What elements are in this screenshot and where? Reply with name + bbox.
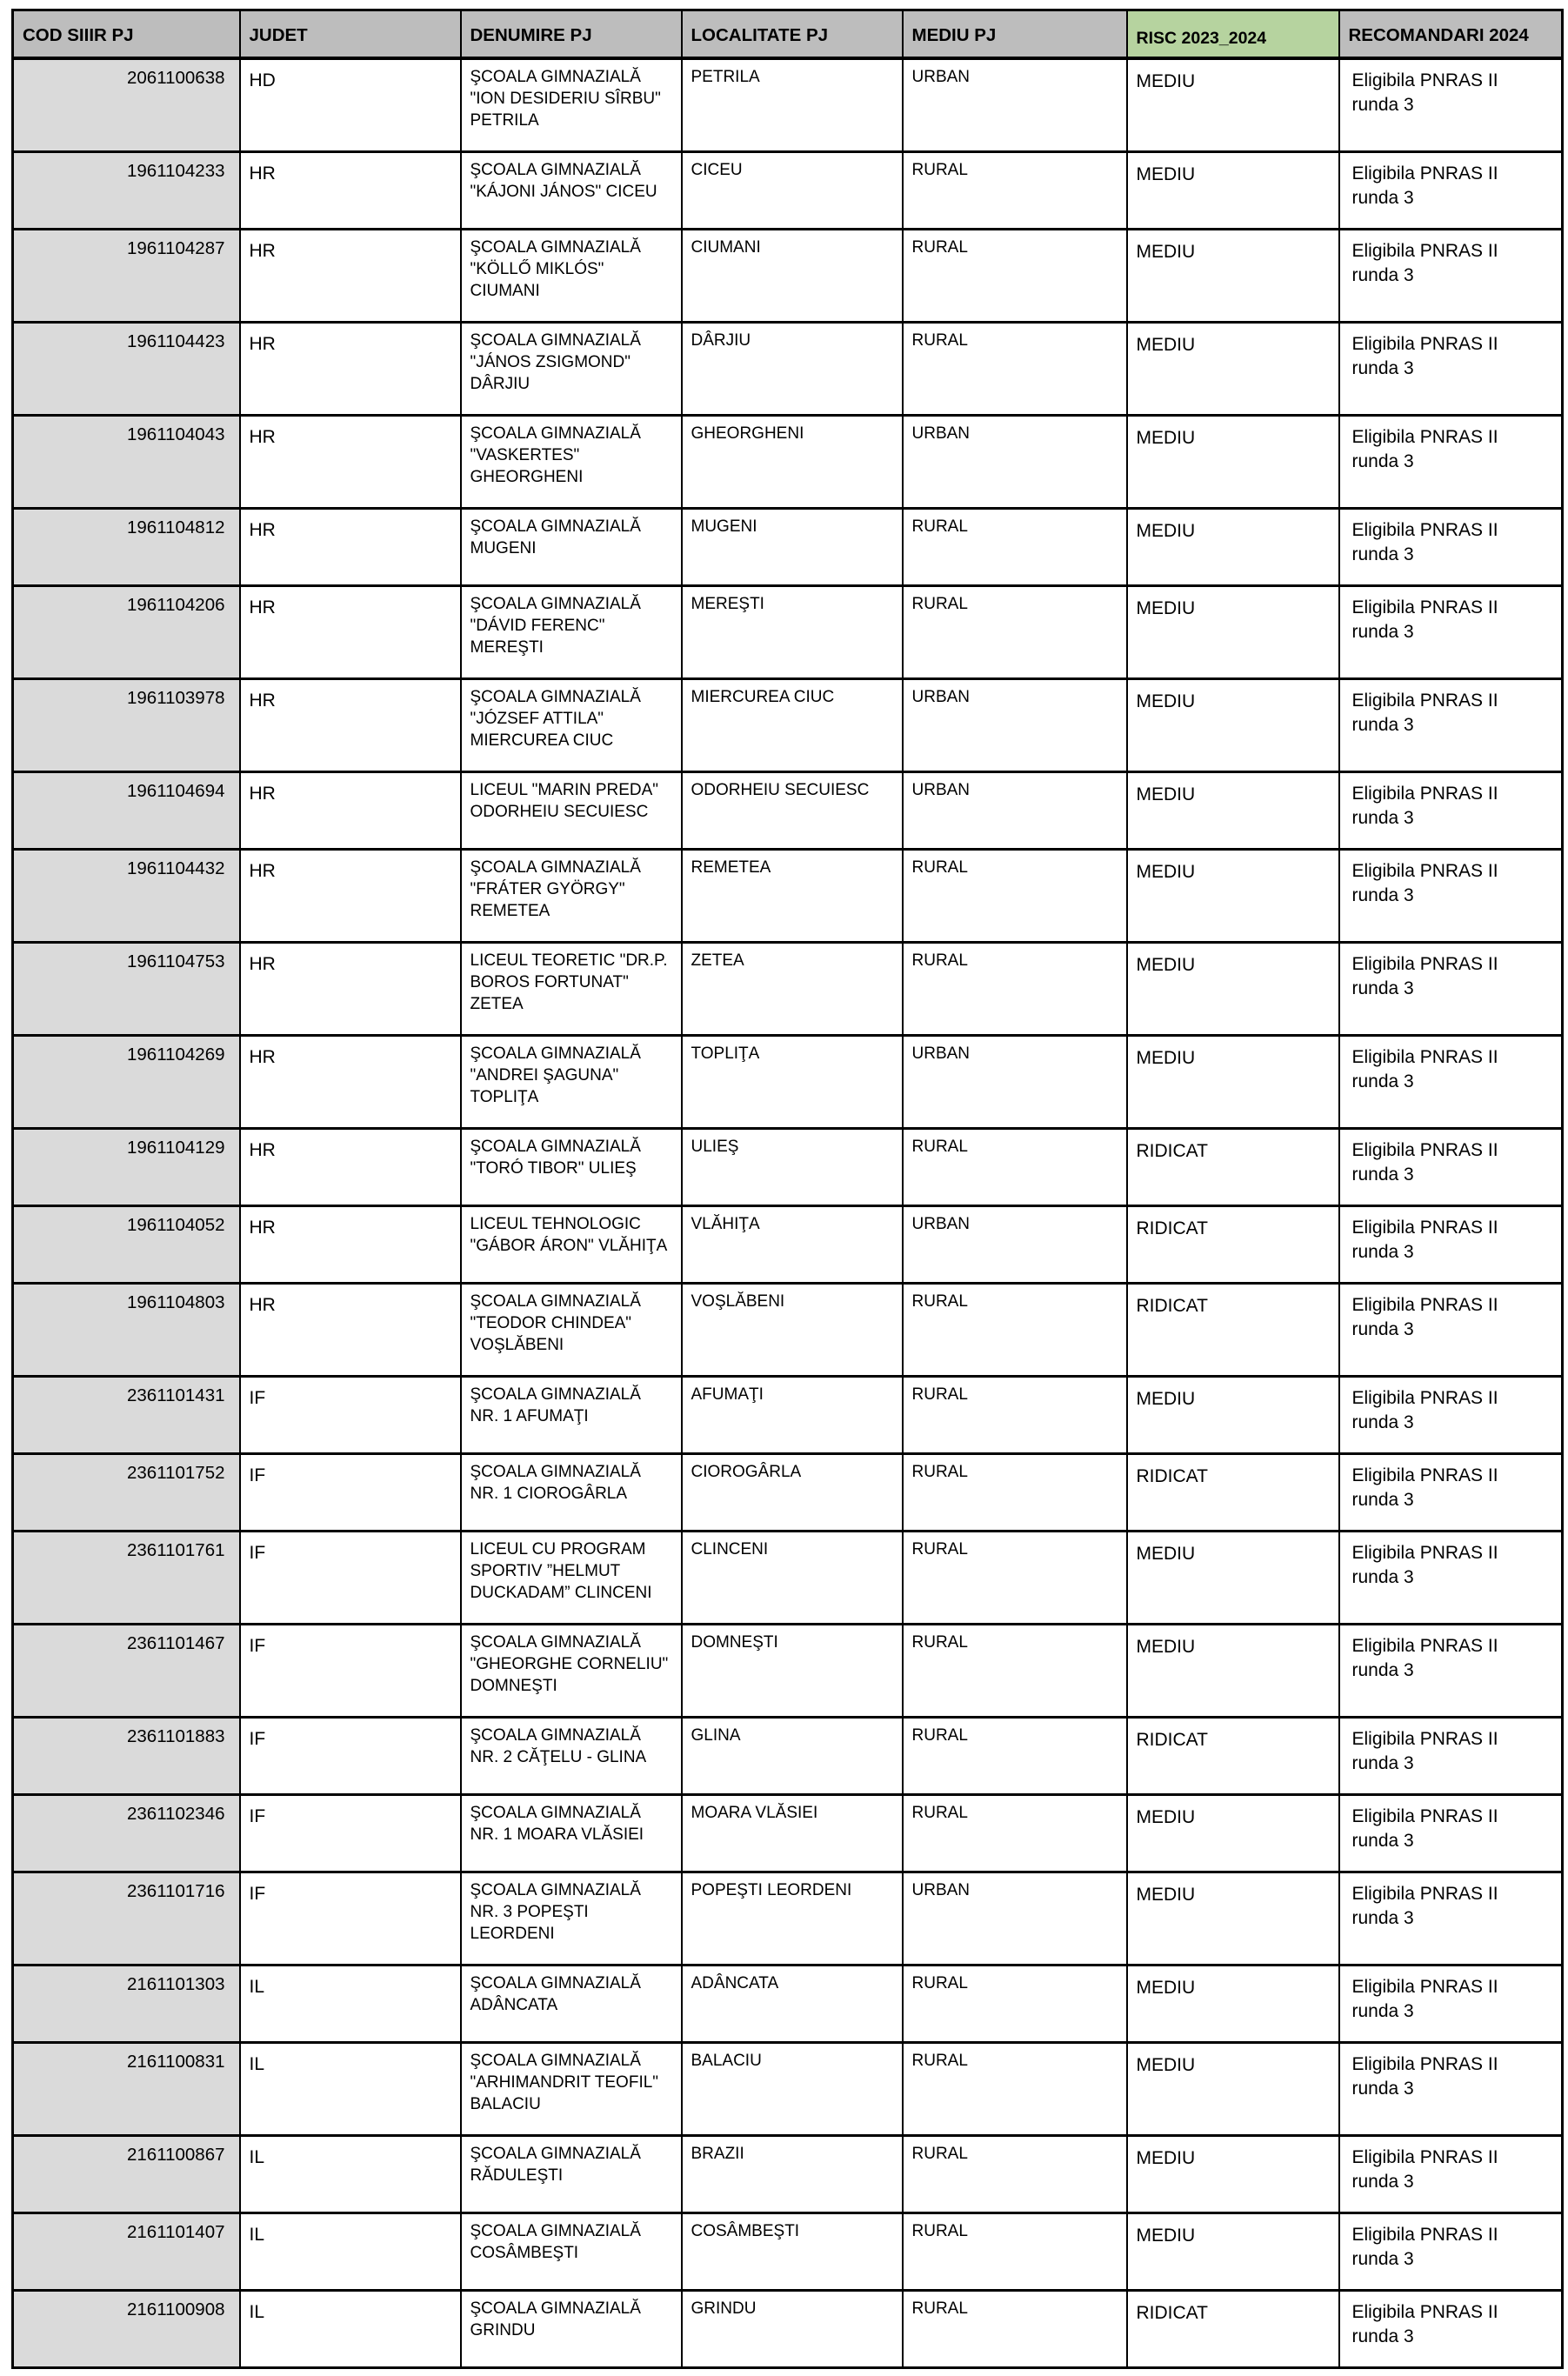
cell-recomandari: Eligibila PNRAS II runda 3 — [1339, 1284, 1563, 1377]
cell-localitate: ULIEŞ — [682, 1129, 903, 1206]
cell-mediu: RURAL — [903, 586, 1127, 679]
cell-recomandari: Eligibila PNRAS II runda 3 — [1339, 1532, 1563, 1625]
cell-mediu: RURAL — [903, 323, 1127, 416]
cell-denumire: ŞCOALA GIMNAZIALĂ "TEODOR CHINDEA" VOŞLĂBENI — [461, 1284, 682, 1377]
cell-denumire: ŞCOALA GIMNAZIALĂ NR. 1 MOARA VLĂSIEI — [461, 1795, 682, 1872]
table-row — [13, 1284, 1563, 1377]
cell-localitate: BRAZII — [682, 2136, 903, 2213]
cell-recomandari: Eligibila PNRAS II runda 3 — [1339, 1718, 1563, 1795]
cell-localitate: CICEU — [682, 152, 903, 230]
cell-cod-siiir: 1961104432 — [13, 850, 240, 943]
col-header-recomandari-2024: RECOMANDARI 2024 — [1339, 10, 1563, 59]
header-row — [13, 10, 1563, 59]
cell-denumire: ŞCOALA GIMNAZIALĂ "ARHIMANDRIT TEOFIL" BALACIU — [461, 2043, 682, 2136]
cell-recomandari: Eligibila PNRAS II runda 3 — [1339, 943, 1563, 1036]
cell-recomandari: Eligibila PNRAS II runda 3 — [1339, 2291, 1563, 2368]
cell-localitate: TOPLIŢA — [682, 1036, 903, 1129]
schools-risk-table — [11, 9, 1564, 2369]
table-row — [13, 1718, 1563, 1795]
cell-localitate: GHEORGHENI — [682, 416, 903, 509]
table-row — [13, 416, 1563, 509]
cell-denumire: ŞCOALA GIMNAZIALĂ "VASKERTES" GHEORGHENI — [461, 416, 682, 509]
col-header-judet: JUDET — [240, 10, 461, 59]
cell-judet: IF — [240, 1625, 461, 1718]
col-header-denumire-pj: DENUMIRE PJ — [461, 10, 682, 59]
cell-judet: HR — [240, 1284, 461, 1377]
cell-cod-siiir: 2361101467 — [13, 1625, 240, 1718]
cell-mediu: RURAL — [903, 1532, 1127, 1625]
cell-cod-siiir: 2361101883 — [13, 1718, 240, 1795]
cell-mediu: RURAL — [903, 1454, 1127, 1532]
cell-cod-siiir: 1961104753 — [13, 943, 240, 1036]
cell-denumire: ŞCOALA GIMNAZIALĂ NR. 3 POPEŞTI LEORDENI — [461, 1872, 682, 1966]
cell-localitate: ODORHEIU SECUIESC — [682, 772, 903, 850]
cell-risc: MEDIU — [1127, 1966, 1339, 2043]
cell-risc: MEDIU — [1127, 152, 1339, 230]
cell-localitate: DOMNEŞTI — [682, 1625, 903, 1718]
cell-risc: MEDIU — [1127, 679, 1339, 772]
cell-cod-siiir: 2161100867 — [13, 2136, 240, 2213]
cell-mediu: URBAN — [903, 1206, 1127, 1284]
cell-localitate: GLINA — [682, 1718, 903, 1795]
cell-judet: IF — [240, 1454, 461, 1532]
cell-risc: MEDIU — [1127, 1532, 1339, 1625]
cell-risc: MEDIU — [1127, 1036, 1339, 1129]
cell-risc: MEDIU — [1127, 1377, 1339, 1454]
cell-denumire: ŞCOALA GIMNAZIALĂ "JÓZSEF ATTILA" MIERCUREA CIUC — [461, 679, 682, 772]
cell-risc: RIDICAT — [1127, 1718, 1339, 1795]
cell-denumire: ŞCOALA GIMNAZIALĂ ADÂNCATA — [461, 1966, 682, 2043]
cell-denumire: ŞCOALA GIMNAZIALĂ "KÁJONI JÁNOS" CICEU — [461, 152, 682, 230]
table-row — [13, 1532, 1563, 1625]
cell-localitate: AFUMAŢI — [682, 1377, 903, 1454]
cell-denumire: LICEUL CU PROGRAM SPORTIV ”HELMUT DUCKADAM” CLINCENI — [461, 1532, 682, 1625]
cell-mediu: RURAL — [903, 230, 1127, 323]
cell-localitate: ADÂNCATA — [682, 1966, 903, 2043]
cell-risc: MEDIU — [1127, 58, 1339, 152]
cell-mediu: URBAN — [903, 1872, 1127, 1966]
cell-denumire: ŞCOALA GIMNAZIALĂ "TORÓ TIBOR" ULIEŞ — [461, 1129, 682, 1206]
cell-denumire: ŞCOALA GIMNAZIALĂ "KÖLLŐ MIKLÓS" CIUMANI — [461, 230, 682, 323]
cell-denumire: ŞCOALA GIMNAZIALĂ NR. 1 CIOROGÂRLA — [461, 1454, 682, 1532]
cell-judet: IF — [240, 1377, 461, 1454]
cell-mediu: RURAL — [903, 2213, 1127, 2291]
cell-mediu: RURAL — [903, 943, 1127, 1036]
cell-recomandari: Eligibila PNRAS II runda 3 — [1339, 416, 1563, 509]
cell-localitate: ZETEA — [682, 943, 903, 1036]
col-header-cod-siiir-pj: COD SIIIR PJ — [13, 10, 240, 59]
cell-mediu: RURAL — [903, 152, 1127, 230]
cell-cod-siiir: 2161100908 — [13, 2291, 240, 2368]
cell-cod-siiir: 2161101303 — [13, 1966, 240, 2043]
cell-recomandari: Eligibila PNRAS II runda 3 — [1339, 1625, 1563, 1718]
cell-judet: IL — [240, 2043, 461, 2136]
cell-judet: IF — [240, 1872, 461, 1966]
cell-recomandari: Eligibila PNRAS II runda 3 — [1339, 772, 1563, 850]
table-row — [13, 2213, 1563, 2291]
col-header-mediu-pj: MEDIU PJ — [903, 10, 1127, 59]
cell-cod-siiir: 1961104812 — [13, 509, 240, 586]
cell-denumire: ŞCOALA GIMNAZIALĂ RĂDULEŞTI — [461, 2136, 682, 2213]
table-row — [13, 152, 1563, 230]
table-row — [13, 1206, 1563, 1284]
cell-denumire: ŞCOALA GIMNAZIALĂ "DÁVID FERENC" MEREŞTI — [461, 586, 682, 679]
cell-localitate: CIOROGÂRLA — [682, 1454, 903, 1532]
cell-mediu: RURAL — [903, 2136, 1127, 2213]
cell-denumire: LICEUL TEORETIC "DR.P. BOROS FORTUNAT" ZETEA — [461, 943, 682, 1036]
table-row — [13, 2136, 1563, 2213]
cell-recomandari: Eligibila PNRAS II runda 3 — [1339, 2043, 1563, 2136]
cell-risc: MEDIU — [1127, 772, 1339, 850]
cell-localitate: CIUMANI — [682, 230, 903, 323]
cell-risc: MEDIU — [1127, 509, 1339, 586]
cell-judet: HR — [240, 1206, 461, 1284]
cell-recomandari: Eligibila PNRAS II runda 3 — [1339, 1129, 1563, 1206]
cell-denumire: LICEUL TEHNOLOGIC "GÁBOR ÁRON" VLĂHIŢA — [461, 1206, 682, 1284]
cell-risc: MEDIU — [1127, 323, 1339, 416]
cell-mediu: RURAL — [903, 1625, 1127, 1718]
cell-localitate: COSÂMBEŞTI — [682, 2213, 903, 2291]
cell-mediu: RURAL — [903, 1966, 1127, 2043]
cell-mediu: URBAN — [903, 679, 1127, 772]
cell-judet: HR — [240, 850, 461, 943]
cell-judet: HR — [240, 1036, 461, 1129]
cell-judet: HR — [240, 679, 461, 772]
cell-judet: HR — [240, 1129, 461, 1206]
cell-recomandari: Eligibila PNRAS II runda 3 — [1339, 850, 1563, 943]
table-row — [13, 1872, 1563, 1966]
table-row — [13, 1625, 1563, 1718]
cell-recomandari: Eligibila PNRAS II runda 3 — [1339, 679, 1563, 772]
table-row — [13, 679, 1563, 772]
cell-risc: RIDICAT — [1127, 2291, 1339, 2368]
table-row — [13, 509, 1563, 586]
cell-judet: HD — [240, 58, 461, 152]
table-row — [13, 230, 1563, 323]
cell-cod-siiir: 2061100638 — [13, 58, 240, 152]
table-row — [13, 58, 1563, 152]
cell-localitate: VLĂHIŢA — [682, 1206, 903, 1284]
cell-judet: HR — [240, 323, 461, 416]
cell-mediu: URBAN — [903, 416, 1127, 509]
col-header-localitate-pj: LOCALITATE PJ — [682, 10, 903, 59]
cell-denumire: ŞCOALA GIMNAZIALĂ "FRÁTER GYÖRGY" REMETEA — [461, 850, 682, 943]
cell-judet: IL — [240, 2213, 461, 2291]
cell-denumire: ŞCOALA GIMNAZIALĂ MUGENI — [461, 509, 682, 586]
cell-risc: MEDIU — [1127, 586, 1339, 679]
cell-judet: HR — [240, 509, 461, 586]
cell-judet: IF — [240, 1532, 461, 1625]
table-row — [13, 2043, 1563, 2136]
cell-cod-siiir: 1961104129 — [13, 1129, 240, 1206]
cell-mediu: URBAN — [903, 1036, 1127, 1129]
cell-recomandari: Eligibila PNRAS II runda 3 — [1339, 1036, 1563, 1129]
cell-judet: IF — [240, 1795, 461, 1872]
cell-judet: HR — [240, 943, 461, 1036]
cell-risc: RIDICAT — [1127, 1206, 1339, 1284]
cell-recomandari: Eligibila PNRAS II runda 3 — [1339, 2136, 1563, 2213]
cell-cod-siiir: 1961104287 — [13, 230, 240, 323]
cell-cod-siiir: 1961104206 — [13, 586, 240, 679]
cell-localitate: POPEŞTI LEORDENI — [682, 1872, 903, 1966]
cell-judet: HR — [240, 152, 461, 230]
table-row — [13, 323, 1563, 416]
table-row — [13, 1377, 1563, 1454]
cell-localitate: CLINCENI — [682, 1532, 903, 1625]
cell-cod-siiir: 2361101716 — [13, 1872, 240, 1966]
cell-judet: IL — [240, 2291, 461, 2368]
cell-recomandari: Eligibila PNRAS II runda 3 — [1339, 58, 1563, 152]
cell-denumire: ŞCOALA GIMNAZIALĂ "GHEORGHE CORNELIU" DOMNEŞTI — [461, 1625, 682, 1718]
cell-risc: MEDIU — [1127, 2136, 1339, 2213]
cell-cod-siiir: 1961104052 — [13, 1206, 240, 1284]
cell-recomandari: Eligibila PNRAS II runda 3 — [1339, 152, 1563, 230]
cell-recomandari: Eligibila PNRAS II runda 3 — [1339, 230, 1563, 323]
cell-mediu: RURAL — [903, 1718, 1127, 1795]
cell-judet: HR — [240, 230, 461, 323]
cell-risc: RIDICAT — [1127, 1454, 1339, 1532]
cell-risc: MEDIU — [1127, 1625, 1339, 1718]
cell-judet: IF — [240, 1718, 461, 1795]
cell-mediu: RURAL — [903, 2043, 1127, 2136]
cell-denumire: ŞCOALA GIMNAZIALĂ COSÂMBEŞTI — [461, 2213, 682, 2291]
cell-localitate: MOARA VLĂSIEI — [682, 1795, 903, 1872]
cell-mediu: RURAL — [903, 1129, 1127, 1206]
cell-denumire: ŞCOALA GIMNAZIALĂ "JÁNOS ZSIGMOND" DÂRJIU — [461, 323, 682, 416]
cell-localitate: MUGENI — [682, 509, 903, 586]
spreadsheet-page — [11, 9, 1561, 2369]
col-header-risc-2023-2024: RISC 2023_2024 — [1127, 10, 1339, 59]
cell-cod-siiir: 1961103978 — [13, 679, 240, 772]
cell-cod-siiir: 2161101407 — [13, 2213, 240, 2291]
cell-mediu: RURAL — [903, 509, 1127, 586]
cell-recomandari: Eligibila PNRAS II runda 3 — [1339, 1377, 1563, 1454]
cell-mediu: RURAL — [903, 1377, 1127, 1454]
cell-risc: MEDIU — [1127, 416, 1339, 509]
cell-risc: MEDIU — [1127, 230, 1339, 323]
cell-risc: MEDIU — [1127, 943, 1339, 1036]
cell-cod-siiir: 1961104694 — [13, 772, 240, 850]
table-row — [13, 2291, 1563, 2368]
cell-risc: MEDIU — [1127, 2213, 1339, 2291]
cell-denumire: ŞCOALA GIMNAZIALĂ GRINDU — [461, 2291, 682, 2368]
cell-cod-siiir: 1961104803 — [13, 1284, 240, 1377]
cell-cod-siiir: 2161100831 — [13, 2043, 240, 2136]
cell-mediu: RURAL — [903, 1795, 1127, 1872]
cell-mediu: URBAN — [903, 58, 1127, 152]
cell-recomandari: Eligibila PNRAS II runda 3 — [1339, 1966, 1563, 2043]
table-row — [13, 586, 1563, 679]
cell-judet: HR — [240, 772, 461, 850]
cell-judet: IL — [240, 2136, 461, 2213]
cell-denumire: ŞCOALA GIMNAZIALĂ "ION DESIDERIU SÎRBU" PETRILA — [461, 58, 682, 152]
cell-localitate: DÂRJIU — [682, 323, 903, 416]
cell-recomandari: Eligibila PNRAS II runda 3 — [1339, 1206, 1563, 1284]
cell-denumire: ŞCOALA GIMNAZIALĂ NR. 1 AFUMAŢI — [461, 1377, 682, 1454]
table-row — [13, 1454, 1563, 1532]
cell-recomandari: Eligibila PNRAS II runda 3 — [1339, 586, 1563, 679]
cell-cod-siiir: 1961104233 — [13, 152, 240, 230]
cell-localitate: VOŞLĂBENI — [682, 1284, 903, 1377]
cell-recomandari: Eligibila PNRAS II runda 3 — [1339, 509, 1563, 586]
table-row — [13, 943, 1563, 1036]
table-row — [13, 1795, 1563, 1872]
cell-risc: MEDIU — [1127, 2043, 1339, 2136]
cell-judet: IL — [240, 1966, 461, 2043]
cell-cod-siiir: 2361101431 — [13, 1377, 240, 1454]
cell-recomandari: Eligibila PNRAS II runda 3 — [1339, 2213, 1563, 2291]
table-row — [13, 850, 1563, 943]
cell-denumire: LICEUL "MARIN PREDA" ODORHEIU SECUIESC — [461, 772, 682, 850]
cell-localitate: PETRILA — [682, 58, 903, 152]
cell-risc: RIDICAT — [1127, 1284, 1339, 1377]
cell-cod-siiir: 1961104269 — [13, 1036, 240, 1129]
table-row — [13, 1129, 1563, 1206]
cell-judet: HR — [240, 416, 461, 509]
cell-cod-siiir: 1961104423 — [13, 323, 240, 416]
cell-recomandari: Eligibila PNRAS II runda 3 — [1339, 1454, 1563, 1532]
cell-localitate: GRINDU — [682, 2291, 903, 2368]
cell-recomandari: Eligibila PNRAS II runda 3 — [1339, 323, 1563, 416]
cell-risc: MEDIU — [1127, 1872, 1339, 1966]
cell-risc: MEDIU — [1127, 850, 1339, 943]
cell-denumire: ŞCOALA GIMNAZIALĂ "ANDREI ŞAGUNA" TOPLIŢA — [461, 1036, 682, 1129]
table-row — [13, 772, 1563, 850]
cell-judet: HR — [240, 586, 461, 679]
cell-mediu: RURAL — [903, 1284, 1127, 1377]
cell-cod-siiir: 2361101761 — [13, 1532, 240, 1625]
cell-recomandari: Eligibila PNRAS II runda 3 — [1339, 1872, 1563, 1966]
cell-localitate: BALACIU — [682, 2043, 903, 2136]
cell-mediu: RURAL — [903, 2291, 1127, 2368]
cell-mediu: URBAN — [903, 772, 1127, 850]
cell-localitate: MIERCUREA CIUC — [682, 679, 903, 772]
table-row — [13, 1036, 1563, 1129]
cell-risc: RIDICAT — [1127, 1129, 1339, 1206]
cell-cod-siiir: 2361102346 — [13, 1795, 240, 1872]
cell-cod-siiir: 2361101752 — [13, 1454, 240, 1532]
cell-cod-siiir: 1961104043 — [13, 416, 240, 509]
cell-denumire: ŞCOALA GIMNAZIALĂ NR. 2 CĂŢELU - GLINA — [461, 1718, 682, 1795]
cell-risc: MEDIU — [1127, 1795, 1339, 1872]
table-row — [13, 1966, 1563, 2043]
cell-mediu: RURAL — [903, 850, 1127, 943]
cell-localitate: MEREŞTI — [682, 586, 903, 679]
cell-localitate: REMETEA — [682, 850, 903, 943]
cell-recomandari: Eligibila PNRAS II runda 3 — [1339, 1795, 1563, 1872]
